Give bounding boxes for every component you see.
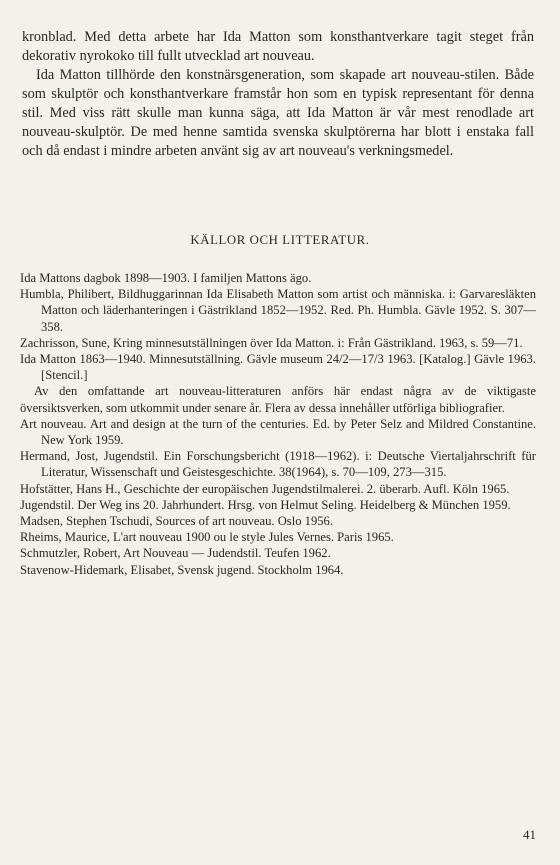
source-entry: Zachrisson, Sune, Kring minnesutställningen över Ida Matton. i: Från Gästrikland. 1963, s. 59—71. (20, 335, 523, 350)
source-entry: Ida Mattons dagbok 1898—1903. I familjen Mattons ägo. (20, 271, 312, 285)
source-entry: Ida Matton 1863—1940. Minnesutställning. Gävle museum 24/2—17/3 1963. [Katalog.] Gävle 1963. [Stencil.] (20, 352, 536, 383)
literature-entry: Art nouveau. Art and design at the turn of the centuries. Ed. by Peter Selz and Mildred Constantine. New York 1959. (20, 416, 536, 448)
body-text (22, 28, 534, 161)
paragraph: kronblad. Med detta arbete har Ida Matton som konsthantverkare tagit steget från dekorativ nyrokoko till fullt utvecklad art nouveau. (22, 29, 534, 64)
literature-entry: Hermand, Jost, Jugendstil. Ein Forschungsbericht (1918—1962). i: Deutsche Viertaljahrschrift für Literatur, Wissenschaft und Geistesgeschichte. 38(1964), s. 70—109, 273—315. (20, 449, 536, 480)
paragraph: Ida Matton tillhörde den konstnärsgeneration, som skapade art nouveau-stilen. Både som skulptör och konsthantverkare framstår hon som en typisk representant för denna stil. Med viss rätt skulle man kunna säga, att Ida Matton är vår mest renodlade art nouveau-skulptör. De med henne samtida svenska skulptörerna har blott i enstaka fall och då endast i mindre arbeten använt sig av art nouveau's verkningsmedel. (22, 67, 534, 159)
bibliography (20, 270, 536, 578)
literature-entry: Hofstätter, Hans H., Geschichte der europäischen Jugendstilmalerei. 2. überarb. Aufl. Köln 1965. (20, 481, 510, 496)
source-entry: Humbla, Philibert, Bildhuggarinnan Ida Elisabeth Matton som artist och människa. i: Garvaresläkten Matton och läderhanteringen i Gästrikland 1852—1952. Red. Ph. Humbla. Gävle 1952. S. 307—358. (20, 287, 536, 334)
literature-entry: Jugendstil. Der Weg ins 20. Jahrhundert. Hrsg. von Helmut Seling. Heidelberg & München 1959. (20, 497, 511, 512)
literature-entry: Madsen, Stephen Tschudi, Sources of art nouveau. Oslo 1956. (20, 514, 333, 529)
literature-entry: Stavenow-Hidemark, Elisabet, Svensk jugend. Stockholm 1964. (20, 562, 344, 577)
bibliography-note: Av den omfattande art nouveau-litteraturen anförs här endast några av de viktigaste översiktsverken, som utkommit under senare år. Flera av dessa innehåller utförliga bibliografier. (20, 384, 536, 415)
literature-entry: Rheims, Maurice, L'art nouveau 1900 ou le style Jules Vernes. Paris 1965. (20, 530, 394, 545)
literature-entry: Schmutzler, Robert, Art Nouveau — Judendstil. Teufen 1962. (20, 546, 331, 561)
page-number: 41 (523, 827, 536, 842)
section-heading: KÄLLOR OCH LITTERATUR. (190, 233, 370, 247)
